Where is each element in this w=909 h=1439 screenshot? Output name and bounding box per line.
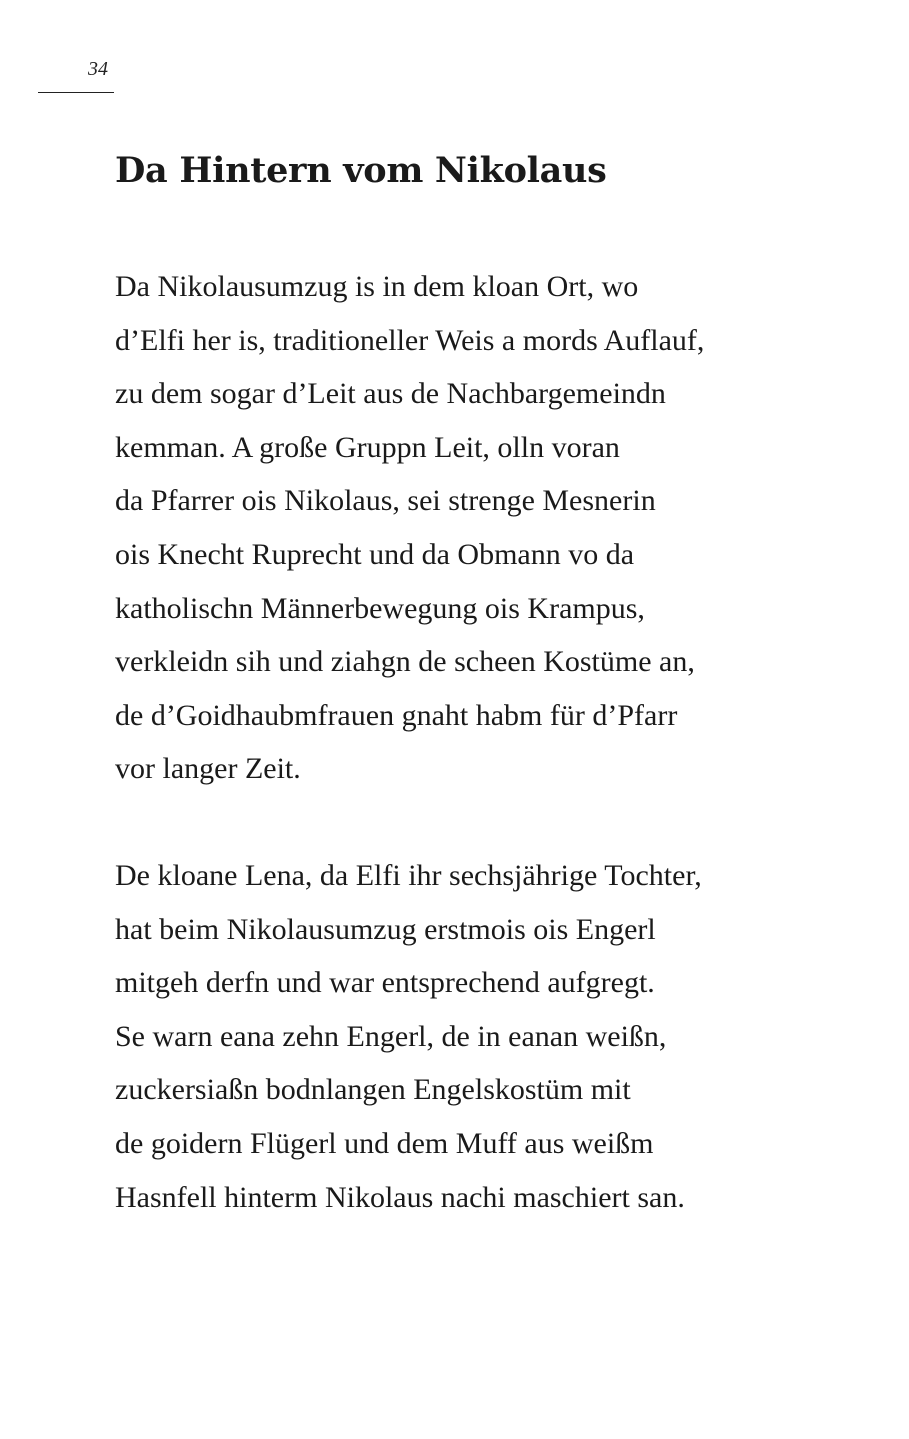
chapter-title: Da Hintern vom Nikolaus [115, 150, 607, 191]
text-line: ois Knecht Ruprecht und da Obmann vo da [115, 537, 635, 571]
text-line: hat beim Nikolausumzug erstmois ois Engerl [115, 912, 656, 946]
text-line: de goidern Flügerl und dem Muff aus weißm [115, 1126, 654, 1160]
text-line: verkleidn sih und ziahgn de scheen Kostüme an, [115, 645, 695, 679]
paragraph-2 [115, 849, 702, 1224]
text-line: da Pfarrer ois Nikolaus, sei strenge Mesnerin [115, 484, 656, 518]
text-line: zu dem sogar d’Leit aus de Nachbargemeindn [115, 377, 666, 411]
text-line: zuckersiaßn bodnlangen Engelskostüm mit [115, 1073, 631, 1107]
text-line: Se warn eana zehn Engerl, de in eanan weißn, [115, 1019, 667, 1053]
text-line: d’Elfi her is, traditioneller Weis a mords Auflauf, [115, 323, 705, 357]
page-number: 34 [88, 58, 108, 80]
text-line: vor langer Zeit. [115, 752, 301, 786]
text-line: Hasnfell hinterm Nikolaus nachi maschiert san. [115, 1180, 685, 1214]
text-line: mitgeh derfn und war entsprechend aufgregt. [115, 966, 655, 1000]
header-rule [38, 92, 114, 93]
text-line: kemman. A große Gruppn Leit, olln voran [115, 430, 620, 464]
text-line: Da Nikolausumzug is in dem kloan Ort, wo [115, 270, 639, 303]
text-line: de d’Goidhaubmfrauen gnaht habm für d’Pfarr [115, 698, 678, 732]
paragraph-1 [115, 260, 704, 796]
text-line: De kloane Lena, da Elfi ihr sechsjährige Tochter, [115, 859, 702, 892]
text-line: katholischn Männerbewegung ois Krampus, [115, 591, 645, 625]
